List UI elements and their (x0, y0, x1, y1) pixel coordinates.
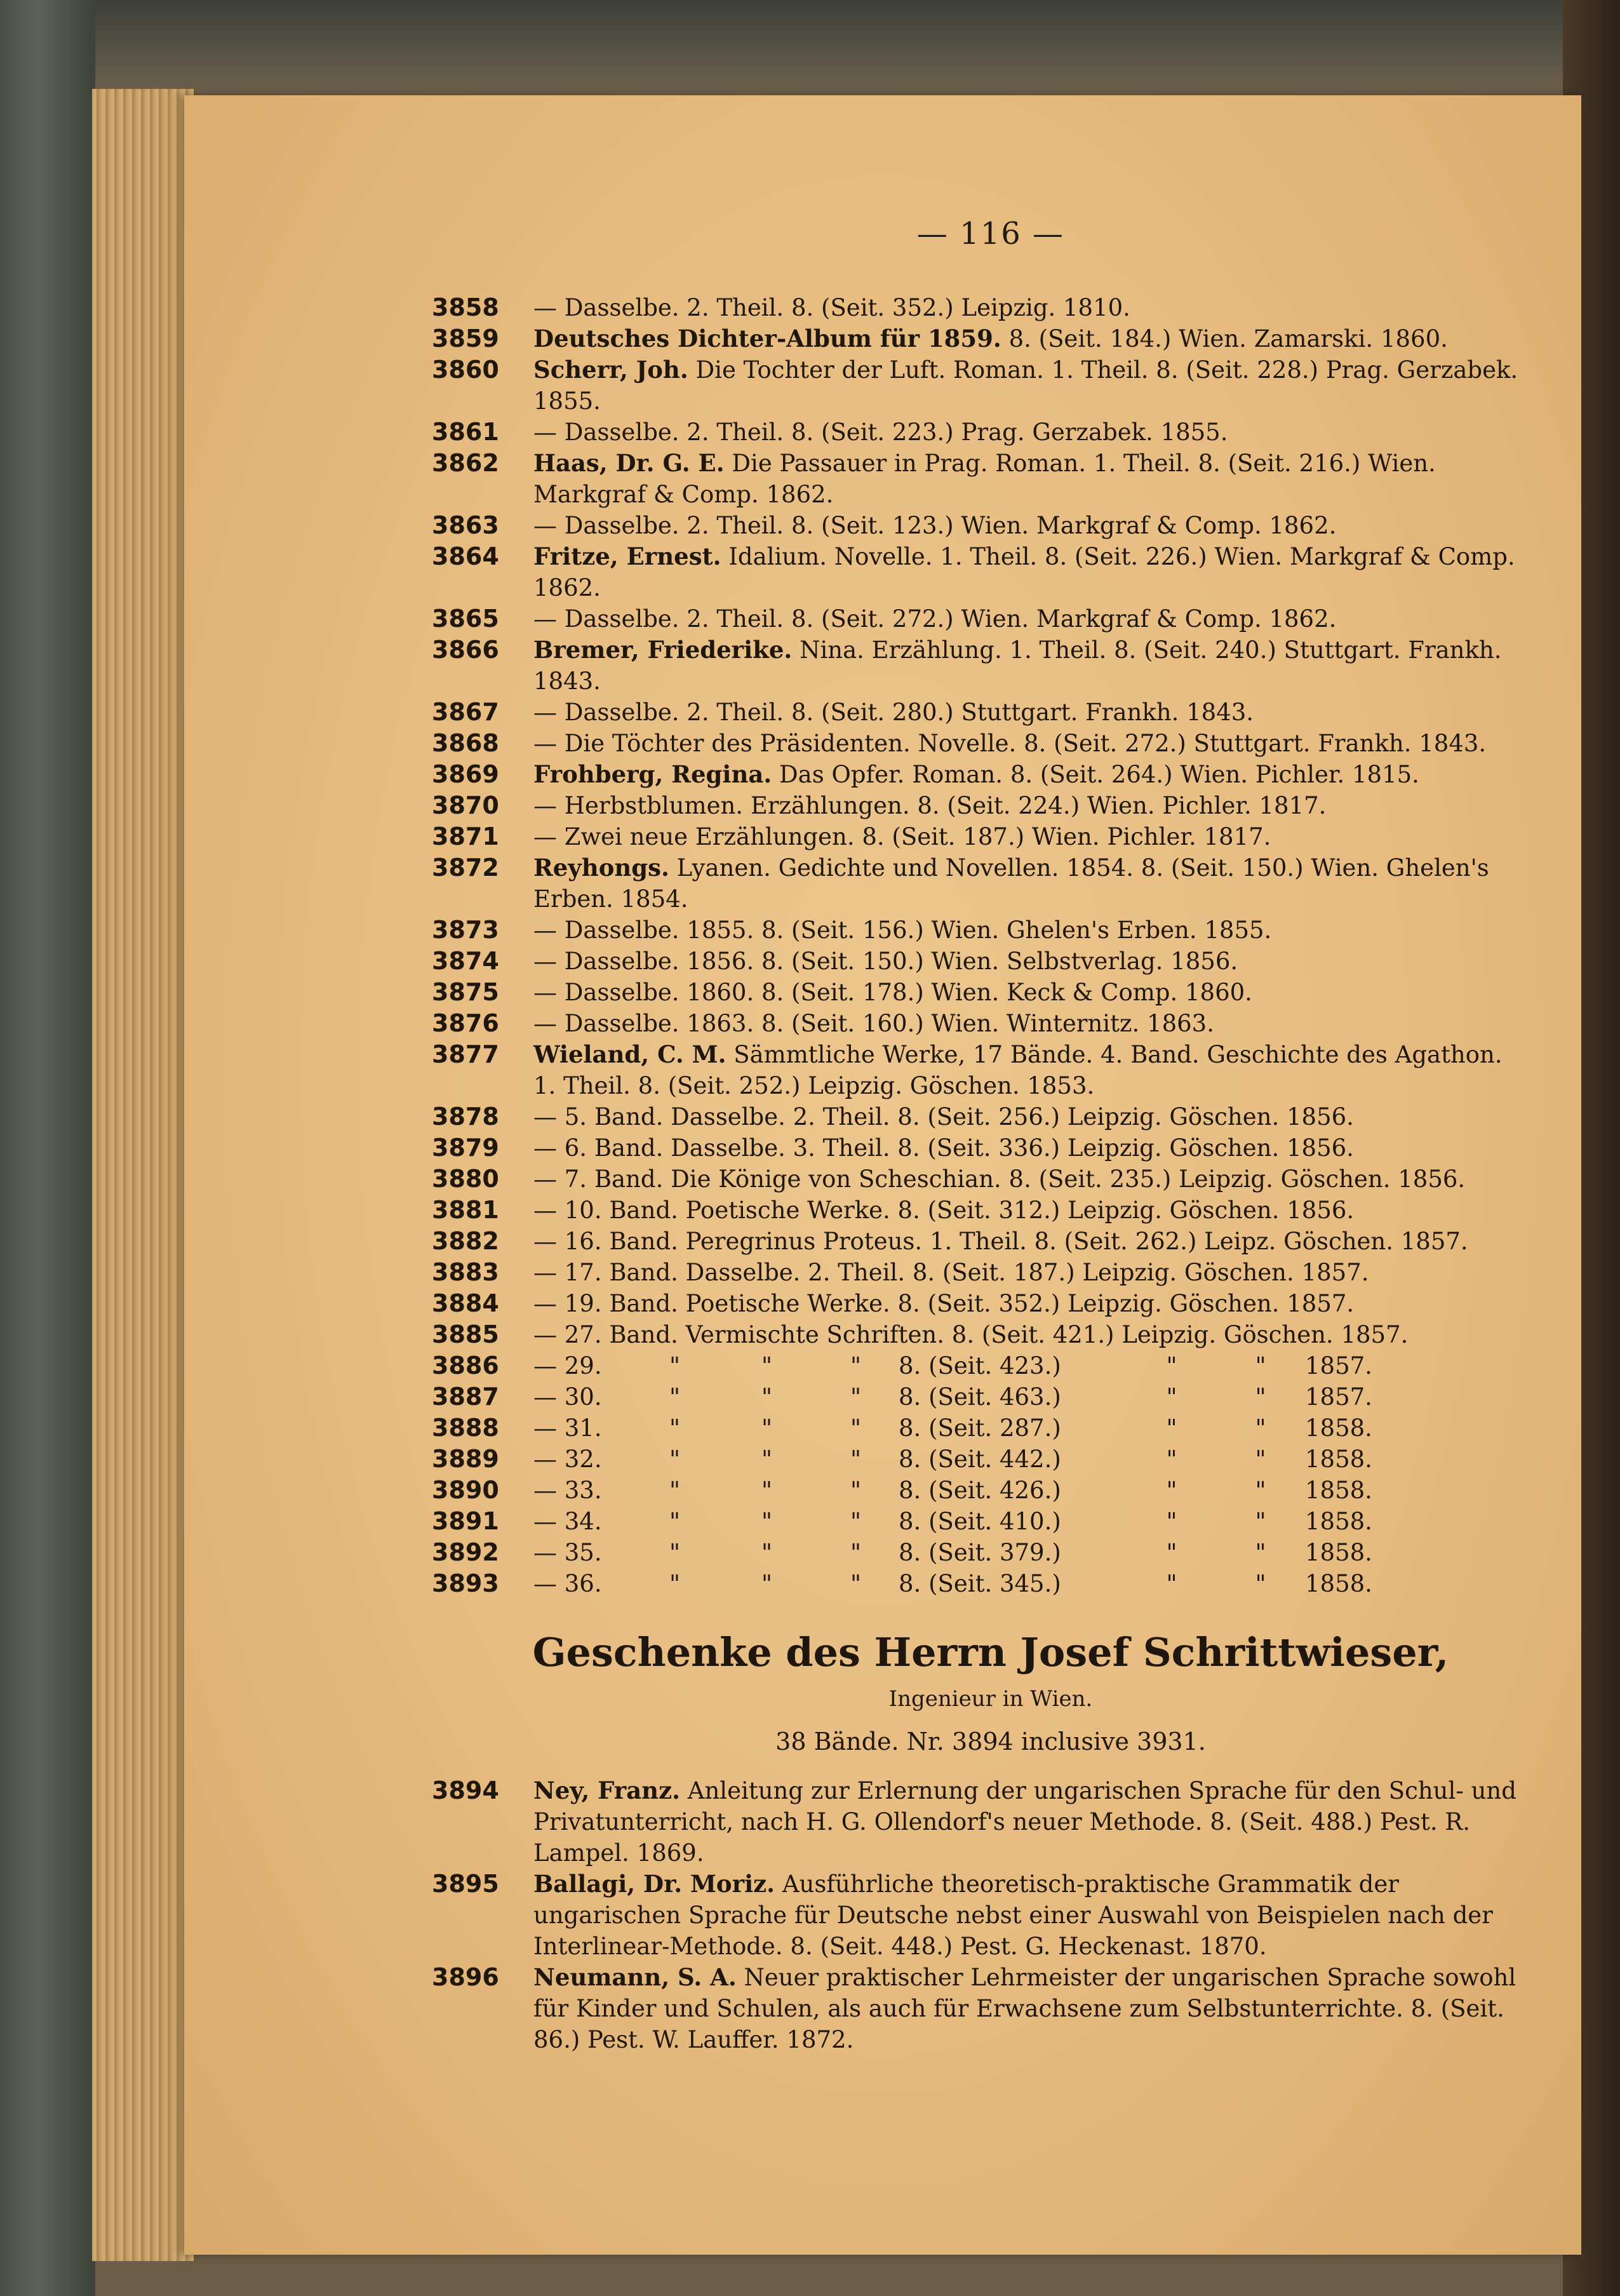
catalog-entry (432, 1101, 1524, 1132)
entry-text: Lyanen. Gedichte und Novellen. 1854. 8. (Seit. 150.) Wien. Ghelen's Erben. 1854. (533, 854, 1489, 913)
catalog-entry (432, 417, 1524, 448)
entry-number: 3878 (432, 1103, 499, 1131)
entry-number: 3896 (432, 1963, 499, 1991)
catalog-entry (432, 728, 1524, 759)
entry-pages: 8. (Seit. 423.) (899, 1352, 1061, 1380)
catalog-entry-ditto (432, 1350, 1524, 1381)
catalog-entry-ditto (432, 1537, 1524, 1568)
entry-author: Ney, Franz. (533, 1776, 680, 1804)
entry-text: — Dasselbe. 2. Theil. 8. (Seit. 352.) Leipzig. 1810. (533, 294, 1130, 321)
entry-author: Neumann, S. A. (533, 1963, 737, 1991)
book-binding (0, 0, 95, 2296)
entry-author: Fritze, Ernest. (533, 542, 721, 570)
ditto-mark: " (1255, 1352, 1266, 1380)
entry-text: — Dasselbe. 2. Theil. 8. (Seit. 280.) Stuttgart. Frankh. 1843. (533, 699, 1254, 726)
entry-text: — Dasselbe. 1855. 8. (Seit. 156.) Wien. Ghelen's Erben. 1855. (533, 916, 1272, 944)
entry-text: — 19. Band. Poetische Werke. 8. (Seit. 352.) Leipzig. Göschen. 1857. (533, 1290, 1355, 1317)
entry-number: 3874 (432, 947, 499, 975)
ditto-mark: " (1166, 1508, 1177, 1535)
entry-pages: 8. (Seit. 410.) (899, 1508, 1061, 1535)
catalog-entry (432, 1288, 1524, 1319)
ditto-mark: " (669, 1352, 681, 1380)
catalog-entry (432, 323, 1524, 354)
entry-text: — Dasselbe. 1863. 8. (Seit. 160.) Wien. Winternitz. 1863. (533, 1010, 1214, 1037)
entry-text: — Dasselbe. 2. Theil. 8. (Seit. 123.) Wien. Markgraf & Comp. 1862. (533, 512, 1337, 539)
entry-number: 3884 (432, 1289, 499, 1317)
catalog-entries (432, 292, 1524, 1599)
ditto-mark: " (669, 1383, 681, 1411)
entry-text: — Zwei neue Erzählungen. 8. (Seit. 187.) Wien. Pichler. 1817. (533, 823, 1271, 850)
entry-number: 3880 (432, 1165, 499, 1193)
entry-author: Frohberg, Regina. (533, 760, 772, 788)
ditto-mark: " (850, 1414, 862, 1442)
entry-text: 8. (Seit. 184.) Wien. Zamarski. 1860. (1008, 325, 1448, 352)
ditto-mark: " (850, 1477, 862, 1504)
entry-text: Sämmtliche Werke, 17 Bände. 4. Band. Geschichte des Agathon. 1. Theil. 8. (Seit. 252.) Leipzig. Göschen. 1853. (533, 1041, 1503, 1099)
entry-number: 3885 (432, 1320, 499, 1348)
entry-number: 3859 (432, 325, 499, 352)
entry-year: 1857. (1305, 1383, 1372, 1411)
ditto-mark: " (1166, 1570, 1177, 1597)
catalog-entry (432, 1164, 1524, 1195)
entry-number: 3862 (432, 449, 499, 477)
ditto-mark: " (1255, 1508, 1266, 1535)
catalog-entry (432, 852, 1524, 915)
entry-number: 3888 (432, 1414, 499, 1442)
catalog-entry (432, 821, 1524, 852)
ditto-mark: " (850, 1446, 862, 1473)
entry-number: 3883 (432, 1258, 499, 1286)
catalog-entry (432, 915, 1524, 946)
ditto-mark: " (850, 1508, 862, 1535)
catalog-entry (432, 977, 1524, 1008)
catalog-entry-ditto (432, 1444, 1524, 1475)
entry-text: Anleitung zur Erlernung der ungarischen Sprache für den Schul- und Privatunterricht, nach H. G. Ollendorf's neuer Methode. 8. (Seit. 488.) Pest. R. Lampel. 1869. (533, 1777, 1516, 1867)
entry-author: Reyhongs. (533, 854, 669, 882)
catalog-entry-ditto (432, 1381, 1524, 1413)
catalog-entry-ditto (432, 1506, 1524, 1537)
ditto-mark: " (761, 1383, 773, 1411)
entry-number: 3858 (432, 293, 499, 321)
entry-pages: 8. (Seit. 287.) (899, 1414, 1061, 1442)
entry-band: — 29. (533, 1352, 602, 1380)
entry-number: 3886 (432, 1352, 499, 1380)
entry-text: Die Passauer in Prag. Roman. 1. Theil. 8. (Seit. 216.) Wien. Markgraf & Comp. 1862. (533, 450, 1436, 508)
entry-number: 3868 (432, 729, 499, 757)
ditto-mark: " (761, 1446, 773, 1473)
entry-year: 1858. (1305, 1539, 1372, 1566)
ditto-mark: " (1255, 1570, 1266, 1597)
entry-year: 1858. (1305, 1477, 1372, 1504)
entry-text: — Dasselbe. 1860. 8. (Seit. 178.) Wien. Keck & Comp. 1860. (533, 979, 1252, 1006)
ditto-mark: " (761, 1508, 773, 1535)
ditto-mark: " (1255, 1414, 1266, 1442)
entry-number: 3869 (432, 760, 499, 788)
entry-number: 3861 (432, 418, 499, 446)
entry-text: — 17. Band. Dasselbe. 2. Theil. 8. (Seit. 187.) Leipzig. Göschen. 1857. (533, 1259, 1369, 1286)
entry-number: 3893 (432, 1569, 499, 1597)
entry-number: 3871 (432, 822, 499, 850)
entry-number: 3882 (432, 1227, 499, 1255)
entry-number: 3877 (432, 1040, 499, 1068)
entry-text: — Die Töchter des Präsidenten. Novelle. 8. (Seit. 272.) Stuttgart. Frankh. 1843. (533, 730, 1487, 757)
ditto-mark: " (850, 1570, 862, 1597)
catalog-entry (432, 634, 1524, 697)
entry-band: — 35. (533, 1539, 602, 1566)
ditto-mark: " (1166, 1383, 1177, 1411)
section-title: Geschenke des Herrn Josef Schrittwieser, (532, 1629, 1449, 1675)
entry-text: Nina. Erzählung. 1. Theil. 8. (Seit. 240.) Stuttgart. Frankh. 1843. (533, 636, 1502, 695)
catalog-entry (432, 603, 1524, 634)
catalog-entry (432, 1257, 1524, 1288)
scan-top-band (0, 0, 1620, 95)
entry-year: 1858. (1305, 1570, 1372, 1597)
section-subtitle: Ingenieur in Wien. (888, 1686, 1093, 1712)
entry-text: Ausführliche theoretisch-praktische Grammatik der ungarischen Sprache für Deutsche nebst einer Auswahl von Beispielen nach der Interlinear-Methode. 8. (Seit. 448.) Pest. G. Heckenast. 1870. (533, 1870, 1493, 1960)
entry-pages: 8. (Seit. 463.) (899, 1383, 1061, 1411)
page-edges (92, 89, 194, 2261)
catalog-entry-ditto (432, 1475, 1524, 1506)
catalog-entry (432, 541, 1524, 603)
entry-pages: 8. (Seit. 345.) (899, 1570, 1061, 1597)
ditto-mark: " (669, 1414, 681, 1442)
catalog-entry (432, 697, 1524, 728)
entry-number: 3894 (432, 1776, 499, 1804)
ditto-mark: " (669, 1539, 681, 1566)
ditto-mark: " (850, 1383, 862, 1411)
entry-number: 3875 (432, 978, 499, 1006)
catalog-entry (432, 790, 1524, 821)
entry-pages: 8. (Seit. 379.) (899, 1539, 1061, 1566)
entry-number: 3872 (432, 854, 499, 882)
entry-author: Scherr, Joh. (533, 356, 688, 384)
entry-band: — 33. (533, 1477, 602, 1504)
entry-number: 3891 (432, 1507, 499, 1535)
catalog-entry (432, 1039, 1524, 1101)
ditto-mark: " (761, 1352, 773, 1380)
ditto-mark: " (850, 1352, 862, 1380)
entry-text: — 10. Band. Poetische Werke. 8. (Seit. 312.) Leipzig. Göschen. 1856. (533, 1197, 1355, 1224)
entry-author: Bremer, Friederike. (533, 636, 793, 664)
entry-number: 3873 (432, 916, 499, 944)
entry-number: 3892 (432, 1538, 499, 1566)
entry-band: — 31. (533, 1414, 602, 1442)
catalog-entry (432, 1132, 1524, 1164)
ditto-mark: " (1166, 1352, 1177, 1380)
entry-number: 3881 (432, 1196, 499, 1224)
entry-text: — 5. Band. Dasselbe. 2. Theil. 8. (Seit. 256.) Leipzig. Göschen. 1856. (533, 1103, 1354, 1131)
catalog-entry (432, 1775, 1524, 1869)
entry-band: — 34. (533, 1508, 602, 1535)
catalog-entry (432, 946, 1524, 977)
catalog-entry-ditto (432, 1568, 1524, 1599)
entry-text: Idalium. Novelle. 1. Theil. 8. (Seit. 226.) Wien. Markgraf & Comp. 1862. (533, 543, 1515, 601)
catalog-entry-ditto (432, 1413, 1524, 1444)
entry-text: Neuer praktischer Lehrmeister der ungarischen Sprache sowohl für Kinder und Schulen, als auch für Erwachsene zum Selbstunterrichte. 8. (Seit. 86.) Pest. W. Lauffer. 1872. (533, 1964, 1516, 2053)
entry-number: 3870 (432, 791, 499, 819)
ditto-mark: " (1255, 1383, 1266, 1411)
entry-number: 3863 (432, 511, 499, 539)
catalog-entry (432, 759, 1524, 790)
entry-band: — 32. (533, 1446, 602, 1473)
entry-author: Haas, Dr. G. E. (533, 449, 725, 477)
entry-pages: 8. (Seit. 442.) (899, 1446, 1061, 1473)
ditto-mark: " (1166, 1446, 1177, 1473)
entry-text: — 6. Band. Dasselbe. 3. Theil. 8. (Seit. 336.) Leipzig. Göschen. 1856. (533, 1134, 1354, 1162)
catalog-entry (432, 1195, 1524, 1226)
ditto-mark: " (1255, 1539, 1266, 1566)
entry-number: 3887 (432, 1383, 499, 1411)
ditto-mark: " (669, 1477, 681, 1504)
entry-pages: 8. (Seit. 426.) (899, 1477, 1061, 1504)
catalog-entry (432, 1008, 1524, 1039)
catalog-entry (432, 510, 1524, 541)
entry-text: — Dasselbe. 2. Theil. 8. (Seit. 223.) Prag. Gerzabek. 1855. (533, 419, 1228, 446)
entry-year: 1858. (1305, 1446, 1372, 1473)
entry-number: 3895 (432, 1870, 499, 1898)
catalog-entry (432, 1226, 1524, 1257)
entry-year: 1857. (1305, 1352, 1372, 1380)
entry-text: Das Opfer. Roman. 8. (Seit. 264.) Wien. Pichler. 1815. (779, 761, 1419, 788)
entry-author: Deutsches Dichter-Album für 1859. (533, 325, 1001, 352)
entry-band: — 30. (533, 1383, 602, 1411)
catalog-entry (432, 292, 1524, 323)
catalog-entry (432, 1319, 1524, 1350)
catalog-entry (432, 354, 1524, 417)
ditto-mark: " (761, 1539, 773, 1566)
ditto-mark: " (669, 1508, 681, 1535)
ditto-mark: " (850, 1539, 862, 1566)
entry-text: — 7. Band. Die Könige von Scheschian. 8. (Seit. 235.) Leipzig. Göschen. 1856. (533, 1165, 1466, 1193)
catalog-entries-donation (432, 1775, 1524, 2055)
entry-number: 3876 (432, 1009, 499, 1037)
entry-number: 3866 (432, 636, 499, 664)
entry-number: 3860 (432, 356, 499, 384)
entry-number: 3867 (432, 698, 499, 726)
catalog-entry (432, 1962, 1524, 2055)
ditto-mark: " (1166, 1539, 1177, 1566)
entry-text: Die Tochter der Luft. Roman. 1. Theil. 8. (Seit. 228.) Prag. Gerzabek. 1855. (533, 356, 1518, 415)
entry-band: — 36. (533, 1570, 602, 1597)
entry-text: — Herbstblumen. Erzählungen. 8. (Seit. 224.) Wien. Pichler. 1817. (533, 792, 1327, 819)
entry-text: — 16. Band. Peregrinus Proteus. 1. Theil. 8. (Seit. 262.) Leipz. Göschen. 1857. (533, 1228, 1468, 1255)
entry-number: 3864 (432, 542, 499, 570)
entry-text: — Dasselbe. 1856. 8. (Seit. 150.) Wien. Selbstverlag. 1856. (533, 948, 1238, 975)
ditto-mark: " (761, 1477, 773, 1504)
entry-number: 3890 (432, 1476, 499, 1504)
ditto-mark: " (669, 1570, 681, 1597)
ditto-mark: " (1255, 1446, 1266, 1473)
ditto-mark: " (761, 1414, 773, 1442)
section-count: 38 Bände. Nr. 3894 inclusive 3931. (775, 1728, 1206, 1756)
catalog-entry (432, 1869, 1524, 1962)
entry-year: 1858. (1305, 1414, 1372, 1442)
entry-author: Wieland, C. M. (533, 1040, 726, 1068)
entry-number: 3879 (432, 1134, 499, 1162)
entry-number: 3865 (432, 605, 499, 633)
entry-text: — 27. Band. Vermischte Schriften. 8. (Seit. 421.) Leipzig. Göschen. 1857. (533, 1321, 1409, 1348)
ditto-mark: " (1166, 1477, 1177, 1504)
ditto-mark: " (1166, 1414, 1177, 1442)
ditto-mark: " (669, 1446, 681, 1473)
entry-year: 1858. (1305, 1508, 1372, 1535)
entry-number: 3889 (432, 1445, 499, 1473)
ditto-mark: " (1255, 1477, 1266, 1504)
entry-author: Ballagi, Dr. Moriz. (533, 1870, 775, 1898)
page-number: — 116 — (916, 216, 1065, 252)
ditto-mark: " (761, 1570, 773, 1597)
entry-text: — Dasselbe. 2. Theil. 8. (Seit. 272.) Wien. Markgraf & Comp. 1862. (533, 605, 1337, 633)
catalog-entry (432, 448, 1524, 510)
